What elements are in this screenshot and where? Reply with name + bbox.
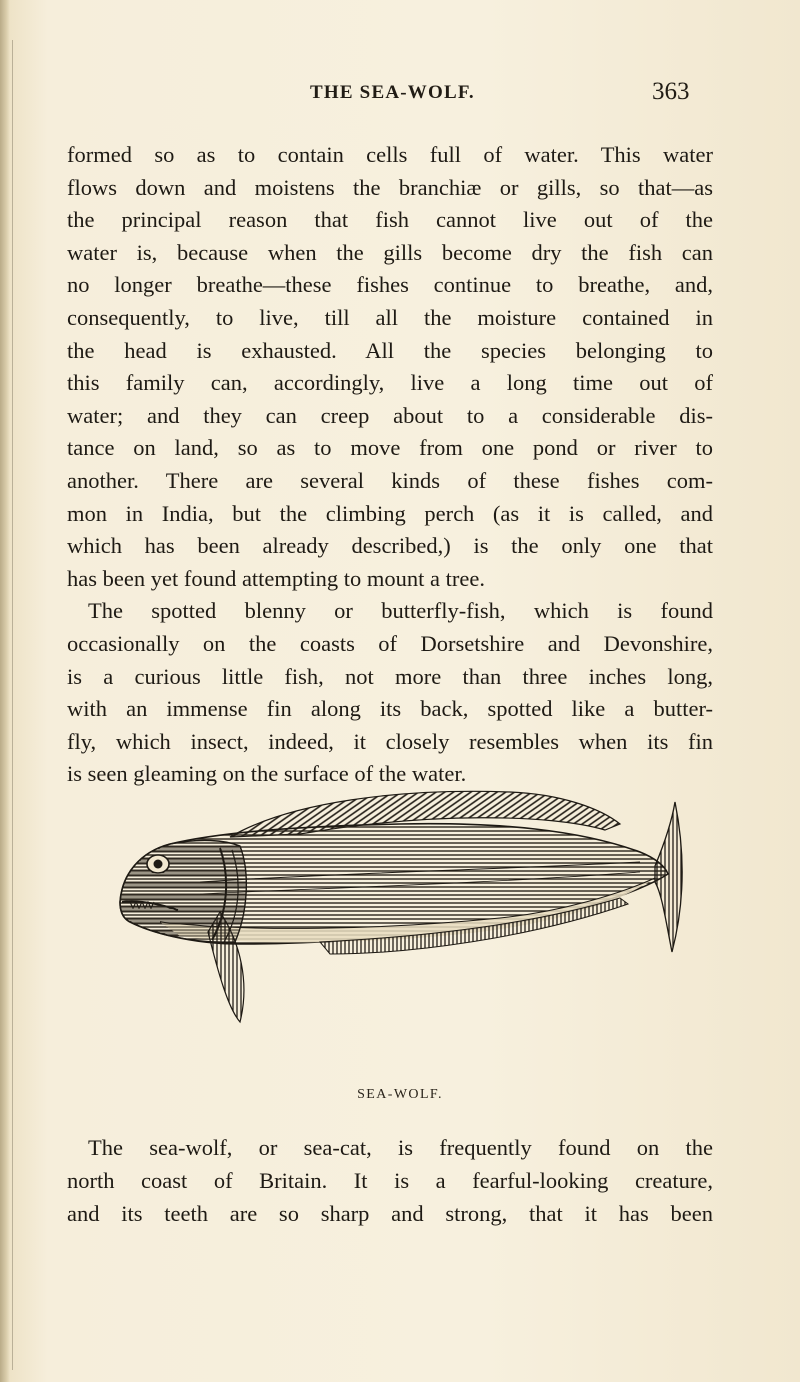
text-line: flows down and moistens the branchiæ or gills, so that—as	[67, 174, 713, 200]
text-line: and its teeth are so sharp and strong, that it has been	[67, 1201, 713, 1226]
sea-wolf-illustration	[100, 782, 690, 1067]
page-number: 363	[652, 78, 690, 105]
text-line: occasionally on the coasts of Dorsetshire and Devonshire,	[67, 630, 713, 656]
text-line: water; and they can creep about to a considerable dis-	[67, 402, 713, 428]
body-text-lower	[67, 1131, 713, 1230]
text-line: this family can, accordingly, live a long time out of	[67, 370, 713, 396]
text-line: the principal reason that fish cannot live out of the	[67, 207, 713, 233]
text-line: is a curious little fish, not more than three inches long,	[67, 663, 713, 689]
text-line: which has been already described,) is the only one that	[67, 533, 713, 559]
text-line: tance on land, so as to move from one pond or river to	[67, 435, 713, 461]
text-line: no longer breathe—these fishes continue to breathe, and,	[67, 272, 713, 298]
text-line: fly, which insect, indeed, it closely resembles when its fin	[67, 728, 713, 754]
text-line: water is, because when the gills become dry the fish can	[67, 239, 713, 265]
text-line: consequently, to live, till all the moisture contained in	[67, 304, 713, 330]
text-line: formed so as to contain cells full of water. This water	[67, 142, 713, 167]
sea-wolf-icon	[100, 782, 690, 1067]
text-line: mon in India, but the climbing perch (as it is called, and	[67, 500, 713, 526]
text-line: the head is exhausted. All the species belonging to	[67, 337, 713, 363]
text-line: is seen gleaming on the surface of the water.	[67, 761, 467, 787]
text-line: north coast of Britain. It is a fearful-looking creature,	[67, 1168, 713, 1193]
running-head: THE SEA-WOLF.	[310, 82, 475, 103]
text-line: The sea-wolf, or sea-cat, is frequently found on the	[88, 1135, 713, 1160]
text-line: with an immense fin along its back, spotted like a butter-	[67, 696, 713, 722]
page-header	[0, 78, 800, 112]
binding-shadow-line	[12, 40, 13, 1370]
text-line: The spotted blenny or butterfly-fish, which is found	[88, 598, 713, 624]
body-text-upper	[67, 139, 713, 791]
figure-caption: SEA-WOLF.	[357, 1087, 443, 1102]
binding-edge	[0, 0, 10, 1382]
text-line: has been yet found attempting to mount a tree.	[67, 565, 486, 591]
text-line: another. There are several kinds of these fishes com-	[67, 467, 713, 493]
